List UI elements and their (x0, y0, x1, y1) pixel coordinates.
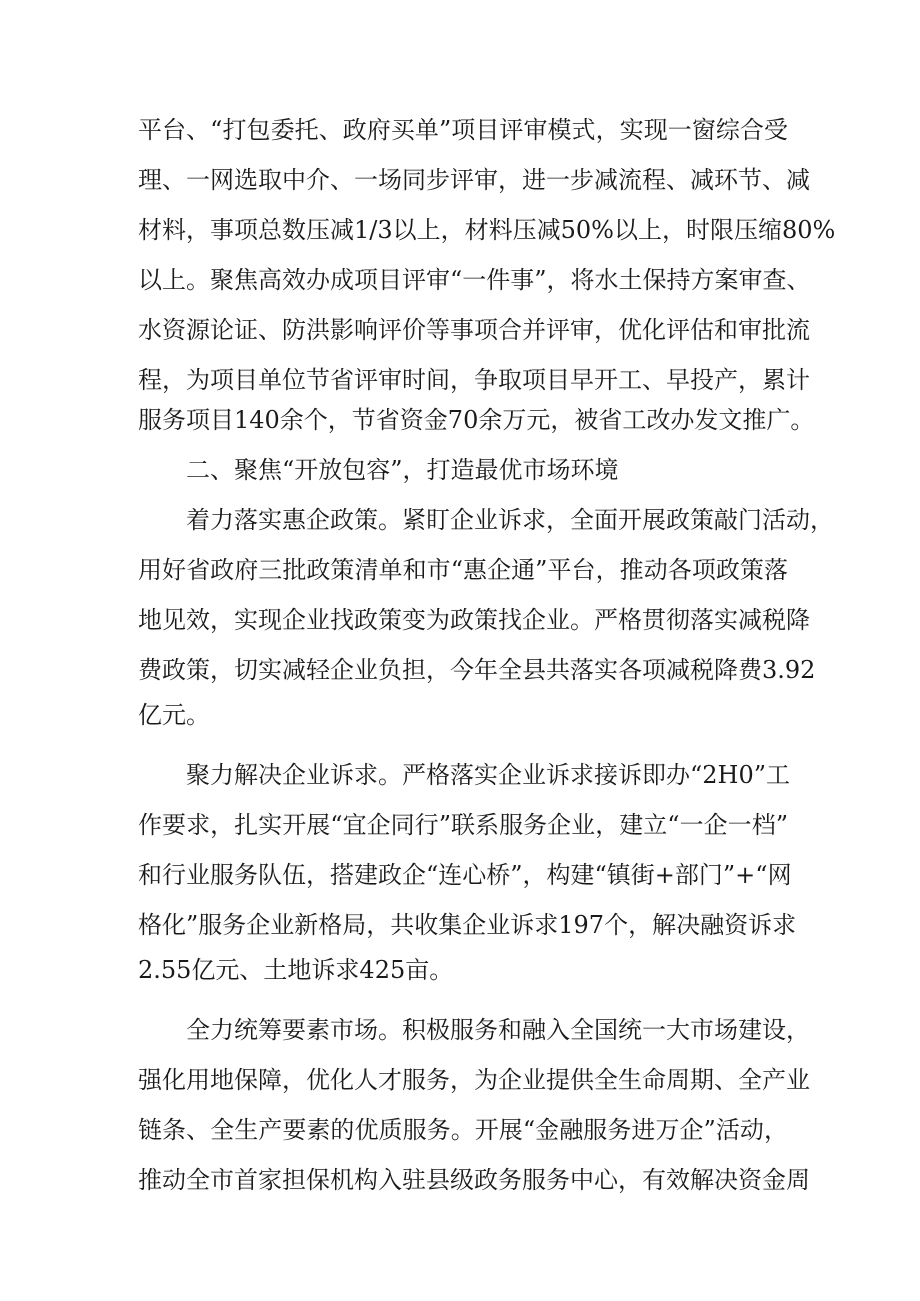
paragraph-line: 作要求，扎实开展“宜企同行”联系服务企业，建立“一企一档” (138, 811, 788, 839)
paragraph-line: 平台、“打包委托、政府买单”项目评审模式，实现一窗综合受 (138, 116, 788, 144)
paragraph-line: 着力落实惠企政策。紧盯企业诉求，全面开展政策敲门活动， (186, 506, 834, 534)
paragraph-line: 亿元。 (138, 701, 210, 729)
paragraph-line: 地见效，实现企业找政策变为政策找企业。严格贯彻落实减税降 (138, 606, 810, 634)
paragraph-line: 强化用地保障，优化人才服务，为企业提供全生命周期、全产业 (138, 1066, 810, 1094)
paragraph-line: 和行业服务队伍，搭建政企“连心桥”，构建“镇街+部门”+“网 (138, 861, 792, 889)
paragraph-line: 用好省政府三批政策清单和市“惠企通”平台，推动各项政策落 (138, 556, 788, 584)
paragraph-line: 水资源论证、防洪影响评价等事项合并评审，优化评估和审批流 (138, 316, 810, 344)
paragraph-line: 以上。聚焦高效办成项目评审“一件事”，将水土保持方案审查、 (138, 266, 811, 294)
paragraph-line: 服务项目140余个，节省资金70余万元，被省工改办发文推广。 (138, 406, 815, 434)
paragraph-line: 链条、全生产要素的优质服务。开展“金融服务进万企”活动， (138, 1116, 788, 1144)
paragraph-line: 材料，事项总数压减1/3以上，材料压减50%以上，时限压缩80% (138, 216, 836, 244)
paragraph-line: 格化”服务企业新格局，共收集企业诉求197个，解决融资诉求 (138, 911, 797, 939)
paragraph-line: 聚力解决企业诉求。严格落实企业诉求接诉即办“2H0”工 (186, 761, 791, 789)
paragraph-line: 理、一网选取中介、一场同步评审，进一步减流程、减环节、减 (138, 166, 810, 194)
paragraph-line: 程，为项目单位节省评审时间，争取项目早开工、早投产，累计 (138, 366, 810, 394)
paragraph-line: 全力统筹要素市场。积极服务和融入全国统一大市场建设， (186, 1016, 810, 1044)
paragraph-line: 推动全市首家担保机构入驻县级政务服务中心，有效解决资金周 (138, 1166, 810, 1194)
paragraph-line: 费政策，切实减轻企业负担，今年全县共落实各项减税降费3.92 (138, 656, 816, 684)
paragraph-line: 2.55亿元、土地诉求425亩。 (138, 956, 454, 984)
section-heading: 二、聚焦“开放包容”，打造最优市场环境 (186, 456, 619, 484)
